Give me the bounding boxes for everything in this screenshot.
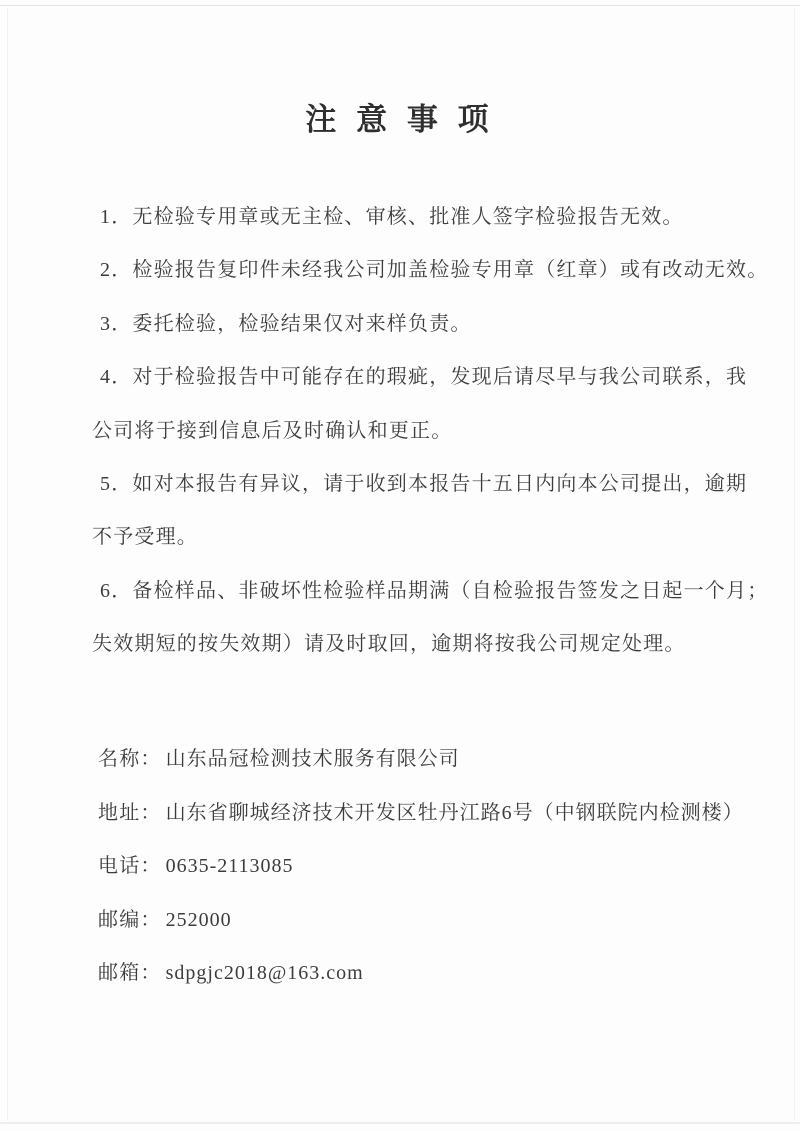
contact-address-row (98, 787, 760, 841)
contact-zip-value: 252000 (165, 908, 232, 931)
scan-edge-bottom (0, 1122, 800, 1124)
contact-phone-label: 电话： (98, 855, 162, 878)
contact-name-row (98, 733, 760, 787)
contact-address-value: 山东省聊城经济技术开发区牡丹江路6号（中钢联院内检测楼） (165, 801, 744, 824)
scan-edge-right (794, 8, 795, 1121)
scan-edge-left (7, 8, 8, 1121)
notice-item-5-line-2: 不予受理。 (92, 526, 198, 549)
notice-item-6-line-2: 失效期短的按失效期）请及时取回，逾期将按我公司规定处理。 (92, 633, 686, 656)
page-title: 注 意 事 项 (305, 102, 495, 137)
notice-item-4-line-1: 4．对于检验报告中可能存在的瑕疵，发现后请尽早与我公司联系，我 (100, 366, 748, 389)
scan-edge-top (0, 5, 800, 6)
notice-item-1: 1．无检验专用章或无主检、审核、批准人签字检验报告无效。 (100, 206, 684, 228)
notice-item-3: 3．委托检验，检验结果仅对来样负责。 (100, 312, 472, 335)
notice-item-4-line-2: 公司将于接到信息后及时确认和更正。 (92, 419, 453, 442)
contact-block (98, 733, 760, 1001)
contact-phone-value: 0635-2113085 (165, 855, 294, 878)
notice-item-2: 2．检验报告复印件未经我公司加盖检验专用章（红章）或有改动无效。 (100, 259, 769, 282)
contact-phone-row (98, 840, 760, 894)
contact-zip-label: 邮编： (98, 908, 162, 931)
contact-email-value: sdpgjc2018@163.com (165, 962, 364, 985)
contact-email-row (98, 947, 760, 1001)
contact-name-label: 名称： (98, 748, 162, 770)
contact-email-label: 邮箱： (98, 962, 162, 985)
contact-name-value: 山东品冠检测技术服务有限公司 (165, 748, 460, 770)
contact-address-label: 地址： (98, 801, 162, 824)
notice-item-5-line-1: 5．如对本报告有异议，请于收到本报告十五日内向本公司提出，逾期 (100, 473, 748, 496)
notice-item-6-line-1: 6．备检样品、非破坏性检验样品期满（自检验报告签发之日起一个月； (100, 579, 769, 602)
contact-zip-row (98, 894, 760, 948)
notices-list (92, 191, 769, 672)
